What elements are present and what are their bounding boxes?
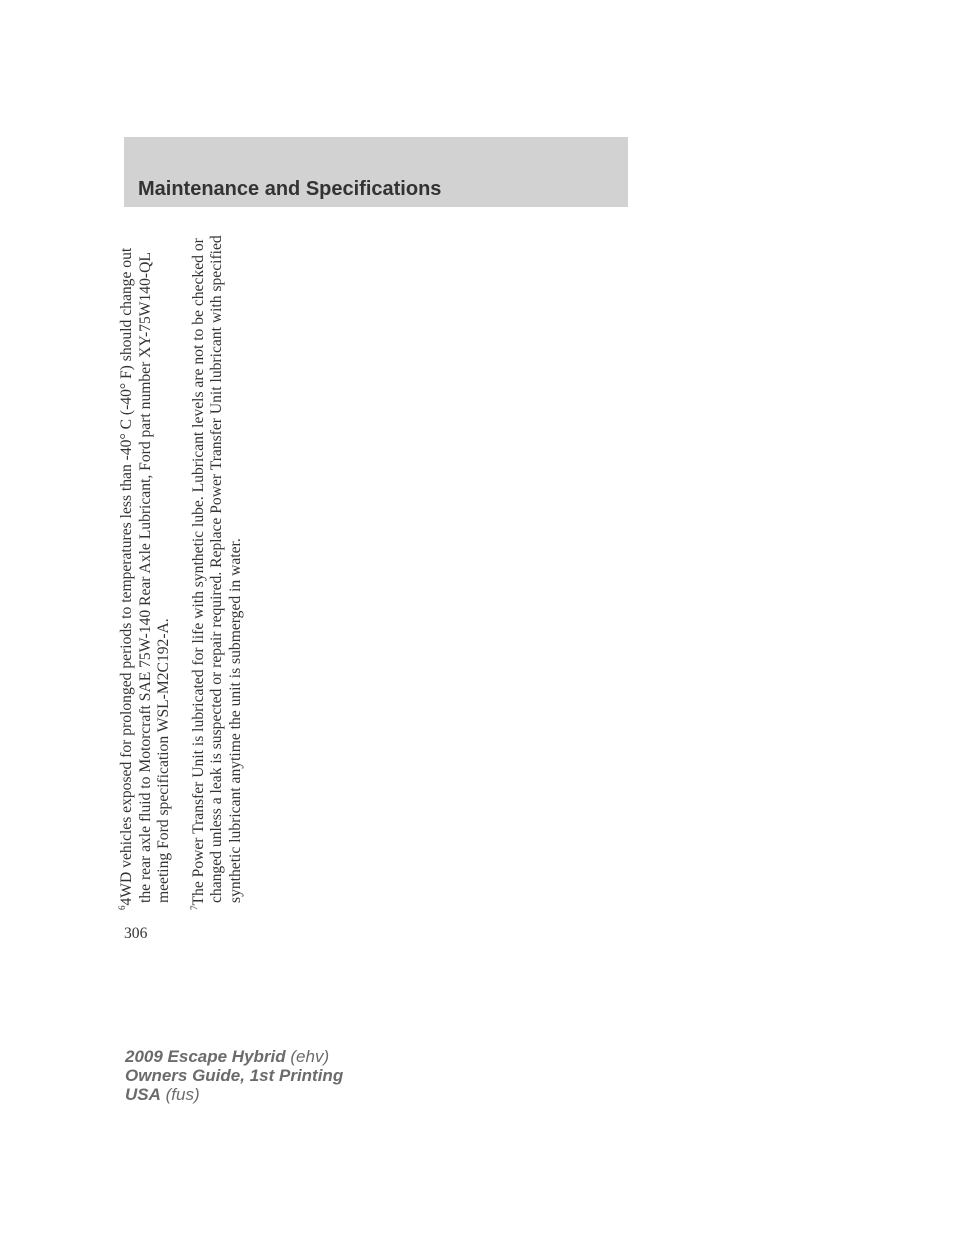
- footnote-text: 4WD vehicles exposed for prolonged periods to temperatures less than -40° C (-40° F) should change out the rear axle fluid to Motorcraft SAE 75W-140 Rear Axle Lubricant, Ford part number XY-75W140-QL meeting Ford specification WSL-M2C192-A.: [118, 247, 172, 906]
- section-title: Maintenance and Specifications: [138, 178, 442, 200]
- footnotes-area: [117, 230, 244, 910]
- section-header: [124, 137, 628, 207]
- footnote-marker: 7: [188, 905, 199, 910]
- footnote-marker: 6: [117, 905, 127, 910]
- rotated-footnotes: [118, 230, 261, 910]
- footnote-text: The Power Transfer Unit is lubricated for life with synthetic lube. Lubricant levels are not to be checked or changed unless a leak is suspected or repair required. Replace Power Transfer Unit lubricant with specified synthetic lubricant anytime the unit is submerged in water.: [189, 235, 244, 906]
- imprint-code: (ehv): [290, 1047, 330, 1066]
- imprint-market: USA: [125, 1085, 161, 1104]
- imprint-line-1: [125, 1047, 343, 1066]
- imprint-edition: Owners Guide, 1st Printing: [125, 1066, 344, 1085]
- page-number: 306: [124, 925, 148, 942]
- footnote-7: [190, 230, 246, 910]
- footnote-6: [118, 230, 174, 910]
- imprint: [125, 1047, 343, 1104]
- imprint-market-code: (fus): [165, 1085, 200, 1104]
- imprint-line-2: [125, 1066, 343, 1085]
- imprint-line-3: [125, 1085, 343, 1104]
- imprint-title: 2009 Escape Hybrid: [125, 1047, 286, 1066]
